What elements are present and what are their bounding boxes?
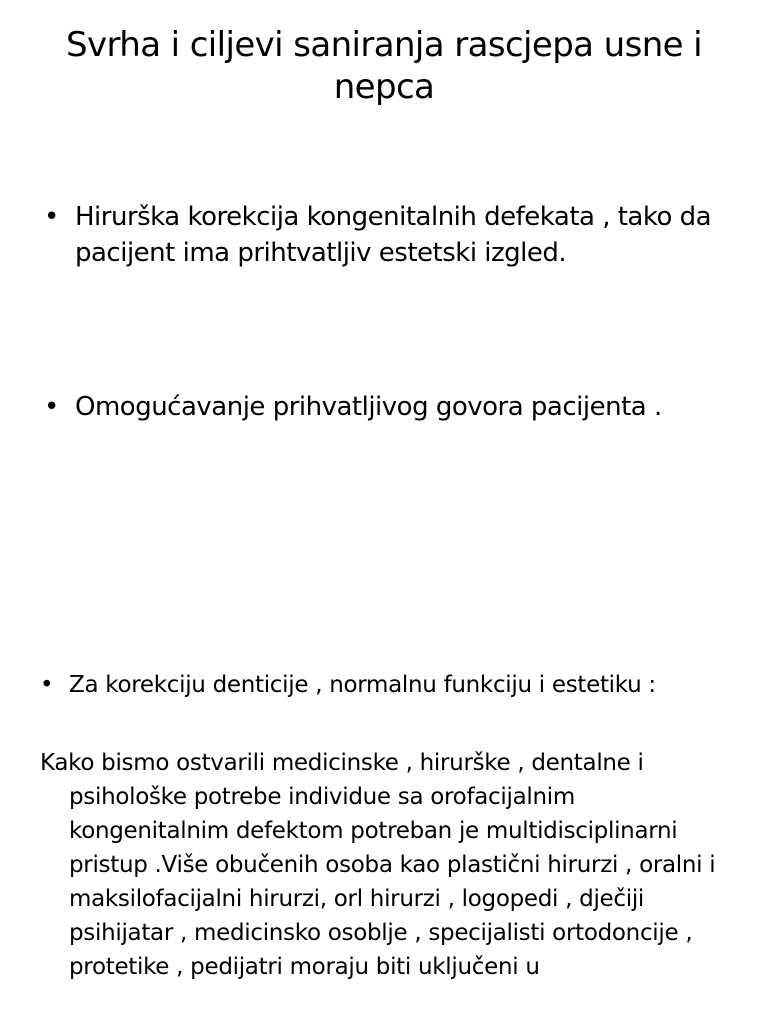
- slide-title: Svrha i ciljevi saniranja rascjepa usne i nepca: [65, 25, 703, 107]
- bullet-marker: •: [44, 202, 59, 232]
- bullet-item-surgical-correction: [44, 199, 744, 271]
- bullet-text: Hirurška korekcija kongenitalnih defekata , tako da pacijent ima prihtvatljiv estetski izgled.: [75, 202, 712, 268]
- multidisciplinary-paragraph: Kako bismo ostvarili medicinske , hirurške , dentalne i psihološke potrebe individue sa orofacijalnim kongenitalnim defektom potreban je multidisciplinarni pristup .Više obučenih osoba kao plastični hirurzi , oralni i maksilofacijalni hirurzi, orl hirurzi , logopedi , dječiji psihijatar , medicinsko osoblje , specijalisti ortodoncije , protetike , pedijatri moraju biti uključeni u: [40, 750, 716, 980]
- bullet-item-speech: [44, 389, 744, 425]
- bullet-marker: •: [40, 672, 54, 698]
- bullet-text: Omogućavanje prihvatljivog govora pacijenta .: [75, 392, 662, 422]
- bullet-text: Za korekciju denticije , normalnu funkciju i estetiku :: [69, 672, 656, 698]
- bullet-marker: •: [44, 392, 59, 422]
- bullet-item-dentition: [40, 670, 730, 701]
